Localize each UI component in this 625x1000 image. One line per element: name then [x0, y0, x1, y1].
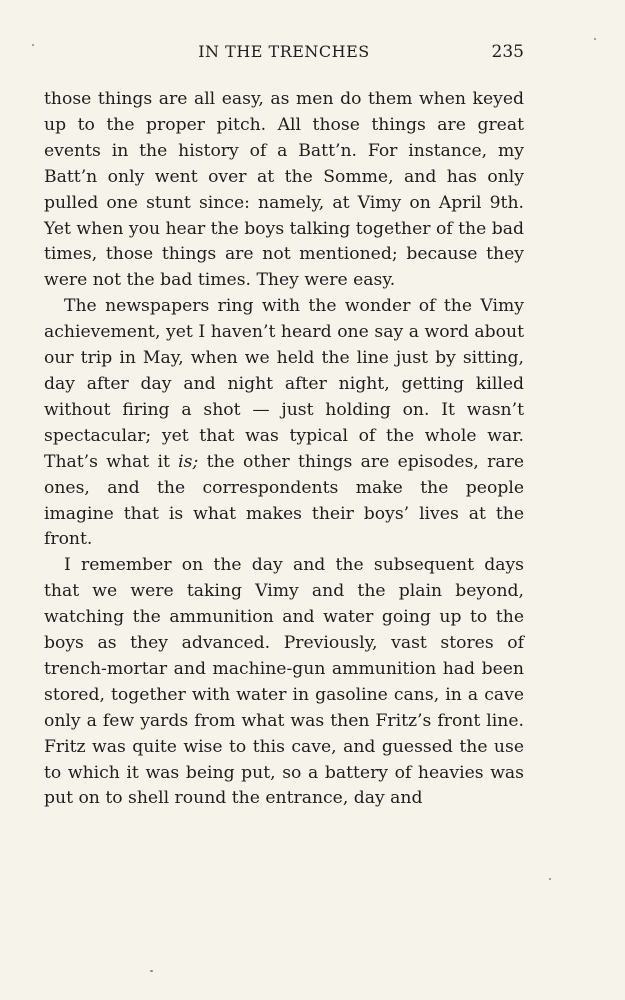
paragraph: I remember on the day and the subsequent days that we were taking Vimy and the plain beyond, watching the ammunition and water going up to the boys as they advanced. Previously, vast stores of trench-mortar and machine-gun ammunition had been stored, together with water in gasoline cans, in a cave only a few yards from what was then Fritz’s front line. Fritz was quite wise to this cave, and guessed the use to which it was being put, so a battery of heavies was put on to shell round the entrance, day and — [44, 555, 524, 809]
emphasized-word: is; — [178, 451, 199, 472]
paragraph-text: The newspapers ring with the wonder of the Vimy achievement, yet I haven’t heard one say a word about our trip in May, when we held the line just by sitting, day after day and night after night, getting killed without firing a shot — just holding on. It wasn’t spectacular; yet that was typical of the whole war. That’s what it — [44, 296, 524, 472]
paragraph: those things are all easy, as men do them when keyed up to the proper pitch. All those things are great events in the history of a Batt’n. For instance, my Batt’n only went over at the Somme, and has only pulled one stunt since: namely, at Vimy on April 9th. Yet when you hear the boys talking together of the bad times, those things are not mentioned; because they were not the bad times. They were easy. — [44, 89, 524, 291]
paper-speck — [32, 44, 34, 46]
paper-speck — [150, 970, 153, 972]
running-title: IN THE TRENCHES — [198, 42, 370, 61]
paragraph-text: the other things are episodes, rare ones, and the correspondents make the people imagine that is what makes their boys’ lives at the front. — [44, 451, 524, 550]
paper-speck — [549, 878, 551, 880]
paper-speck — [594, 38, 596, 40]
running-head — [44, 42, 524, 66]
page-number: 235 — [491, 42, 524, 62]
paragraph — [44, 294, 524, 553]
body-text — [44, 87, 524, 812]
